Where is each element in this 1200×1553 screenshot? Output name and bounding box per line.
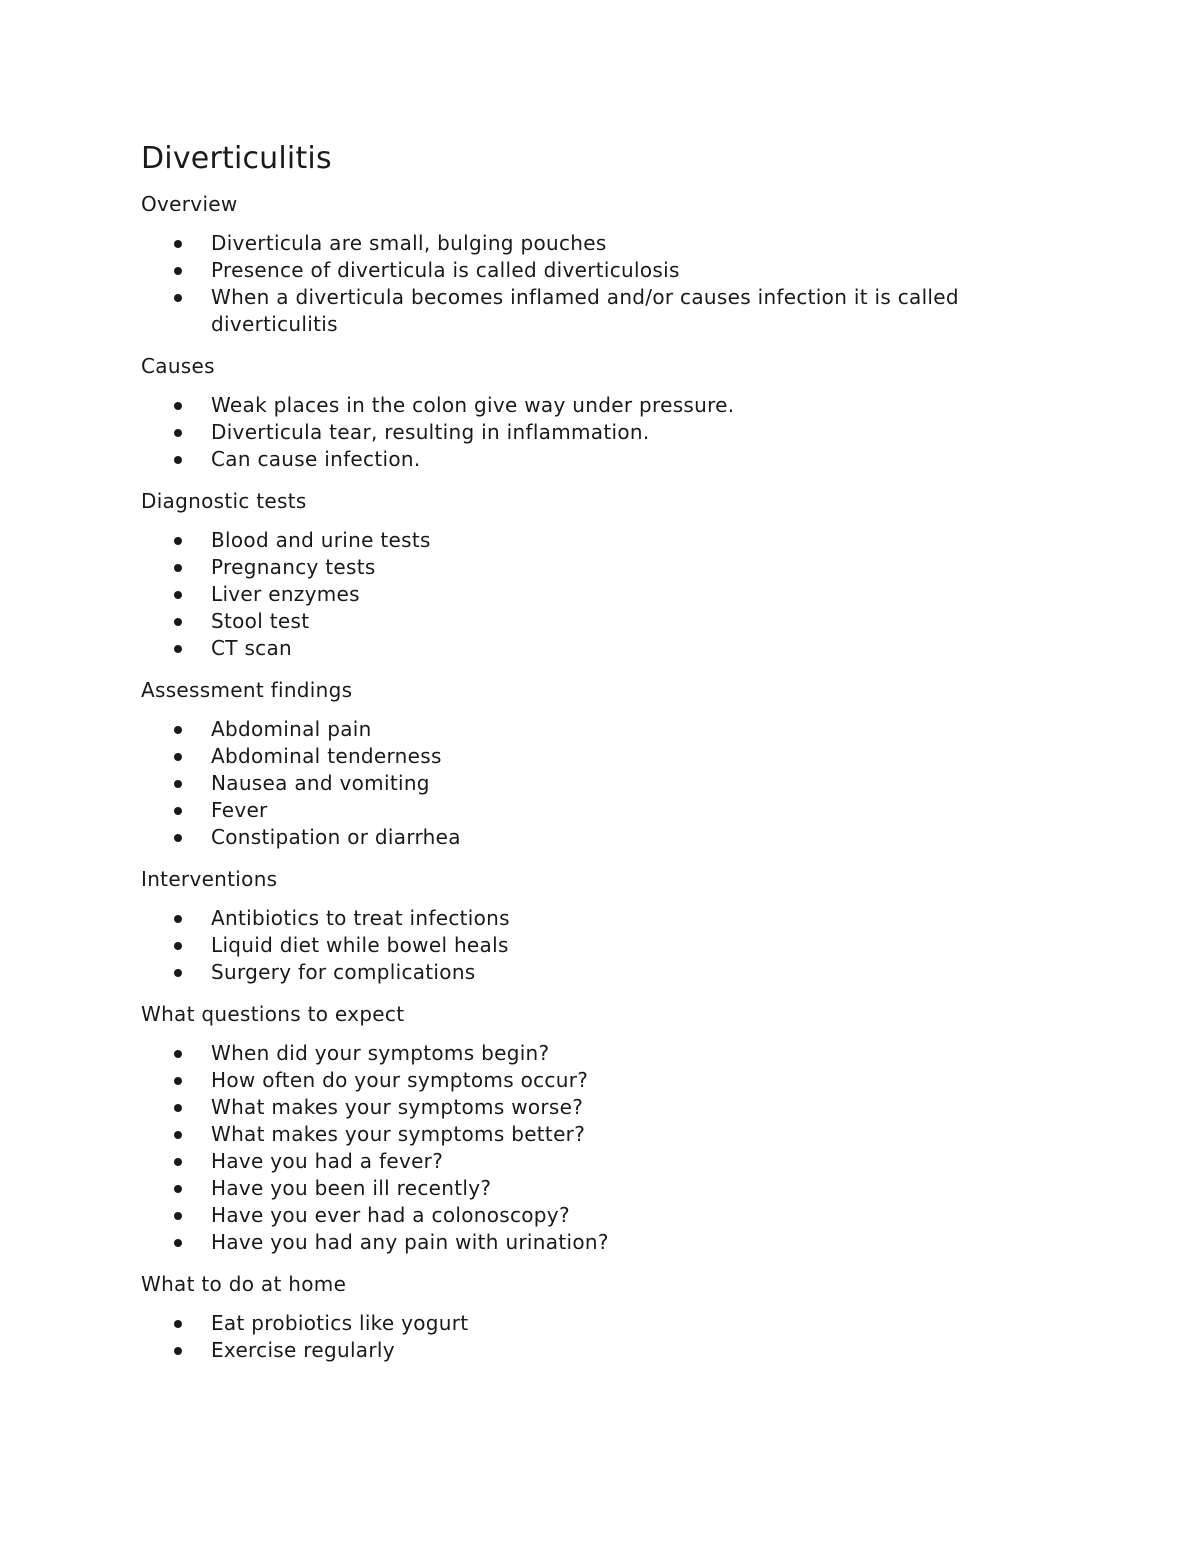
bullet-icon — [174, 1347, 182, 1355]
list-item-text: Exercise regularly — [211, 1338, 395, 1362]
bullet-icon — [174, 807, 182, 815]
bullet-icon — [174, 456, 182, 464]
list-item — [141, 1229, 1041, 1256]
section-heading: What questions to expect — [141, 1002, 405, 1026]
list-item-text: What makes your symptoms worse? — [211, 1095, 584, 1119]
bullet-icon — [174, 564, 182, 572]
list-item-text: CT scan — [211, 636, 292, 660]
list-item — [141, 392, 1041, 419]
list-item — [141, 1040, 1041, 1067]
list-item — [141, 527, 1041, 554]
bullet-icon — [174, 1050, 182, 1058]
bullet-icon — [174, 294, 182, 302]
section-what-to-do-at-home — [141, 1270, 1041, 1364]
section-what-questions-to-expect — [141, 1000, 1041, 1256]
bullet-icon — [174, 1320, 182, 1328]
list-item — [141, 932, 1041, 959]
list-item — [141, 635, 1041, 662]
list-item-text: Have you ever had a colonoscopy? — [211, 1203, 570, 1227]
list-item-text: What makes your symptoms better? — [211, 1122, 586, 1146]
section-heading: What to do at home — [141, 1272, 347, 1296]
bullet-icon — [174, 915, 182, 923]
list-item — [141, 1175, 1041, 1202]
list-item-text: Have you had a fever? — [211, 1149, 444, 1173]
list-item — [141, 824, 1041, 851]
section-causes — [141, 352, 1041, 473]
bullet-icon — [174, 753, 182, 761]
list-item-text: Have you had any pain with urination? — [211, 1230, 609, 1254]
bullet-icon — [174, 1239, 182, 1247]
bullet-icon — [174, 537, 182, 545]
list-item — [141, 608, 1041, 635]
bullet-icon — [174, 618, 182, 626]
list-item-text: When a diverticula becomes inflamed and/or causes infection it is called diverticulitis — [211, 285, 959, 336]
list-item-text: Pregnancy tests — [211, 555, 376, 579]
list-item — [141, 1337, 1041, 1364]
list-item — [141, 1121, 1041, 1148]
section-heading: Overview — [141, 192, 238, 216]
list-item-text: Abdominal pain — [211, 717, 372, 741]
bullet-icon — [174, 429, 182, 437]
list-item — [141, 554, 1041, 581]
bullet-icon — [174, 402, 182, 410]
list-item-text: Weak places in the colon give way under pressure. — [211, 393, 735, 417]
section-interventions — [141, 865, 1041, 986]
bullet-list — [141, 392, 1041, 473]
section-overview — [141, 190, 1041, 338]
list-item-text: Liver enzymes — [211, 582, 360, 606]
bullet-list — [141, 230, 1041, 338]
bullet-icon — [174, 1158, 182, 1166]
bullet-list — [141, 716, 1041, 851]
list-item-text: Presence of diverticula is called diverticulosis — [211, 258, 680, 282]
list-item — [141, 797, 1041, 824]
list-item-text: Fever — [211, 798, 268, 822]
list-item — [141, 1067, 1041, 1094]
document-page — [141, 138, 1041, 1378]
list-item — [141, 284, 1041, 338]
list-item-text: Antibiotics to treat infections — [211, 906, 510, 930]
bullet-icon — [174, 969, 182, 977]
list-item — [141, 743, 1041, 770]
section-heading: Assessment findings — [141, 678, 353, 702]
bullet-icon — [174, 1185, 182, 1193]
document-body — [141, 190, 1041, 1364]
list-item-text: Eat probiotics like yogurt — [211, 1311, 469, 1335]
list-item-text: Abdominal tenderness — [211, 744, 442, 768]
list-item-text: Constipation or diarrhea — [211, 825, 461, 849]
list-item-text: Surgery for complications — [211, 960, 476, 984]
bullet-icon — [174, 942, 182, 950]
bullet-list — [141, 905, 1041, 986]
bullet-list — [141, 527, 1041, 662]
list-item — [141, 581, 1041, 608]
list-item — [141, 959, 1041, 986]
list-item-text: How often do your symptoms occur? — [211, 1068, 589, 1092]
bullet-list — [141, 1040, 1041, 1256]
list-item — [141, 257, 1041, 284]
list-item — [141, 1310, 1041, 1337]
bullet-icon — [174, 834, 182, 842]
list-item — [141, 1094, 1041, 1121]
bullet-icon — [174, 1077, 182, 1085]
section-heading: Interventions — [141, 867, 278, 891]
bullet-icon — [174, 645, 182, 653]
bullet-icon — [174, 1131, 182, 1139]
section-heading: Diagnostic tests — [141, 489, 307, 513]
list-item-text: Diverticula are small, bulging pouches — [211, 231, 607, 255]
list-item-text: Nausea and vomiting — [211, 771, 430, 795]
list-item — [141, 1148, 1041, 1175]
list-item-text: When did your symptoms begin? — [211, 1041, 550, 1065]
section-heading: Causes — [141, 354, 215, 378]
list-item-text: Have you been ill recently? — [211, 1176, 492, 1200]
list-item-text: Diverticula tear, resulting in inflammation. — [211, 420, 650, 444]
list-item — [141, 770, 1041, 797]
bullet-icon — [174, 591, 182, 599]
list-item-text: Liquid diet while bowel heals — [211, 933, 509, 957]
list-item — [141, 905, 1041, 932]
list-item-text: Can cause infection. — [211, 447, 421, 471]
list-item-text: Stool test — [211, 609, 310, 633]
bullet-icon — [174, 267, 182, 275]
section-diagnostic-tests — [141, 487, 1041, 662]
section-assessment-findings — [141, 676, 1041, 851]
bullet-icon — [174, 1104, 182, 1112]
document-title: Diverticulitis — [141, 141, 332, 176]
list-item — [141, 716, 1041, 743]
list-item — [141, 1202, 1041, 1229]
bullet-icon — [174, 1212, 182, 1220]
list-item — [141, 446, 1041, 473]
bullet-list — [141, 1310, 1041, 1364]
bullet-icon — [174, 240, 182, 248]
list-item — [141, 419, 1041, 446]
bullet-icon — [174, 726, 182, 734]
list-item-text: Blood and urine tests — [211, 528, 431, 552]
bullet-icon — [174, 780, 182, 788]
list-item — [141, 230, 1041, 257]
